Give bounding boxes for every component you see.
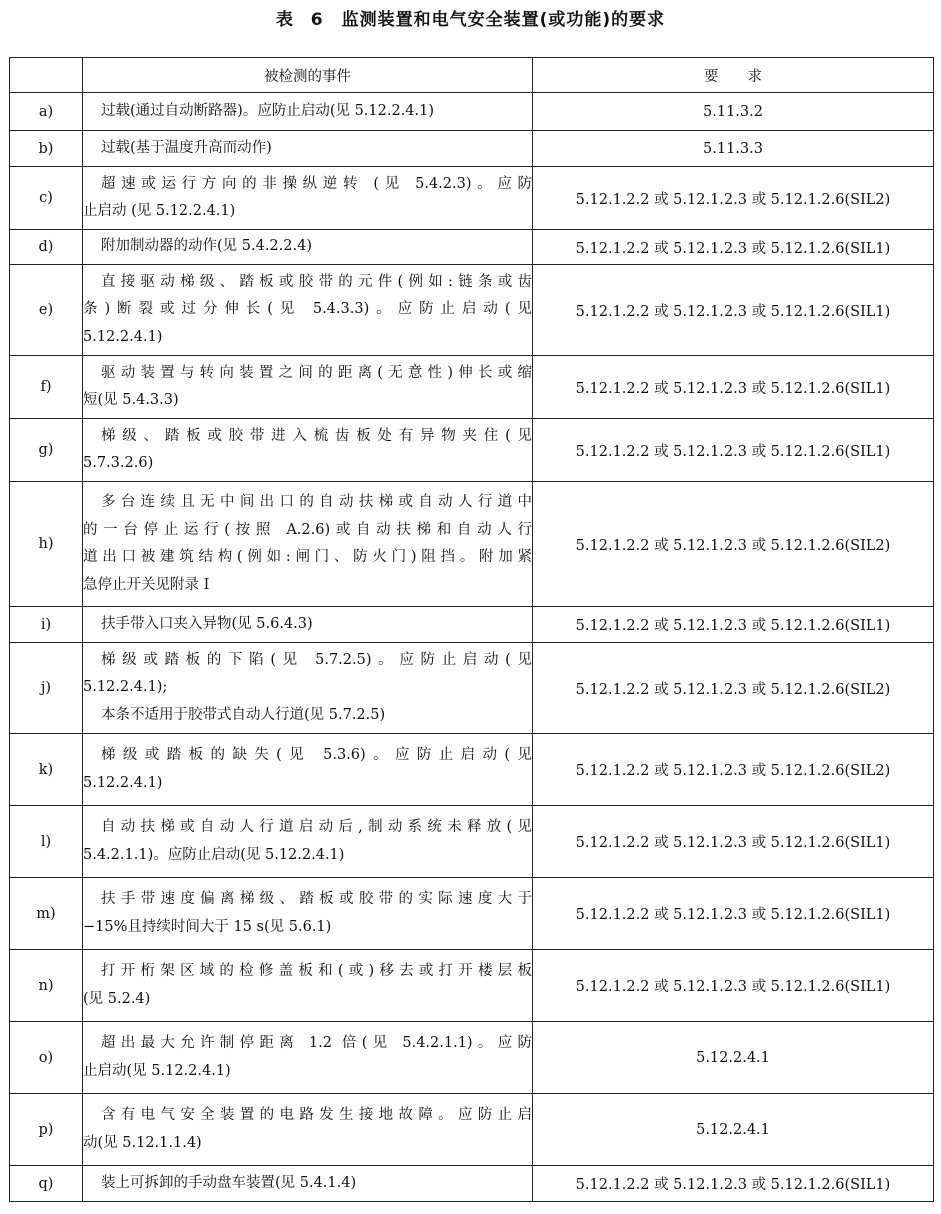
row-requirement: 5.12.1.2.2 或 5.12.1.2.3 或 5.12.1.2.6(SIL1) bbox=[533, 265, 934, 356]
row-requirement: 5.12.1.2.2 或 5.12.1.2.3 或 5.12.1.2.6(SIL1) bbox=[533, 230, 934, 265]
table-row bbox=[10, 419, 934, 482]
row-event bbox=[83, 878, 533, 950]
row-event bbox=[83, 1094, 533, 1166]
row-event bbox=[83, 265, 533, 356]
row-id: n) bbox=[10, 950, 83, 1022]
table-row bbox=[10, 878, 934, 950]
header-id-cell bbox=[10, 58, 83, 93]
table-body bbox=[10, 93, 934, 1202]
row-event bbox=[83, 356, 533, 419]
row-requirement: 5.12.1.2.2 或 5.12.1.2.3 或 5.12.1.2.6(SIL2) bbox=[533, 482, 934, 607]
event-text-line: 5.12.2.4.1); bbox=[83, 679, 168, 696]
row-requirement: 5.11.3.3 bbox=[533, 131, 934, 167]
event-text-line: 动(见 5.12.1.1.4) bbox=[83, 1134, 202, 1151]
row-id: q) bbox=[10, 1166, 83, 1202]
event-text-line: 附加制动器的动作(见 5.4.2.2.4) bbox=[101, 238, 312, 255]
event-text-line: 5.12.2.4.1) bbox=[83, 774, 163, 791]
row-id: i) bbox=[10, 607, 83, 643]
header-event: 被检测的事件 bbox=[83, 58, 533, 93]
row-id: a) bbox=[10, 93, 83, 131]
table-row bbox=[10, 1094, 934, 1166]
row-id: h) bbox=[10, 482, 83, 607]
event-text-line: 短(见 5.4.3.3) bbox=[83, 392, 179, 408]
table-row bbox=[10, 643, 934, 734]
row-event bbox=[83, 131, 533, 167]
event-text-line: 本条不适用于胶带式自动人行道(见 5.7.2.5) bbox=[101, 706, 386, 723]
row-requirement: 5.12.1.2.2 或 5.12.1.2.3 或 5.12.1.2.6(SIL2) bbox=[533, 167, 934, 230]
table-row bbox=[10, 806, 934, 878]
event-text-line: 驱动装置与转向装置之间的距离(无意性)伸长或缩 bbox=[101, 364, 532, 381]
table-row bbox=[10, 482, 934, 607]
event-text-line: 扶手带入口夹入异物(见 5.6.4.3) bbox=[101, 615, 313, 632]
event-text-line: 止启动(见 5.12.2.4.1) bbox=[83, 1062, 231, 1079]
event-text-line: 过载(基于温度升高而动作) bbox=[101, 139, 272, 156]
event-text-line: 5.12.2.4.1) bbox=[83, 328, 163, 345]
table-header-row bbox=[10, 58, 934, 93]
table-row bbox=[10, 950, 934, 1022]
row-id: e) bbox=[10, 265, 83, 356]
row-event bbox=[83, 1166, 533, 1202]
row-requirement: 5.12.1.2.2 或 5.12.1.2.3 或 5.12.1.2.6(SIL1) bbox=[533, 419, 934, 482]
event-text-line: (见 5.2.4) bbox=[83, 990, 151, 1007]
row-event bbox=[83, 806, 533, 878]
row-requirement: 5.12.1.2.2 或 5.12.1.2.3 或 5.12.1.2.6(SIL1) bbox=[533, 356, 934, 419]
event-text-line: 条)断裂或过分伸长(见 5.4.3.3)。应防止启动(见 bbox=[83, 301, 532, 318]
table-row bbox=[10, 1166, 934, 1202]
event-text-line: 过载(通过自动断路器)。应防止启动(见 5.12.2.4.1) bbox=[101, 102, 435, 119]
row-id: c) bbox=[10, 167, 83, 230]
table-title: 表 6 监测装置和电气安全装置(或功能)的要求 bbox=[275, 10, 666, 30]
row-requirement: 5.12.1.2.2 或 5.12.1.2.3 或 5.12.1.2.6(SIL1) bbox=[533, 1166, 934, 1202]
row-requirement: 5.12.1.2.2 或 5.12.1.2.3 或 5.12.1.2.6(SIL2) bbox=[533, 734, 934, 806]
row-requirement: 5.12.1.2.2 或 5.12.1.2.3 或 5.12.1.2.6(SIL1) bbox=[533, 806, 934, 878]
event-text-line: 装上可拆卸的手动盘车装置(见 5.4.1.4) bbox=[101, 1174, 357, 1191]
row-id: o) bbox=[10, 1022, 83, 1094]
row-requirement: 5.12.1.2.2 或 5.12.1.2.3 或 5.12.1.2.6(SIL1) bbox=[533, 950, 934, 1022]
row-requirement: 5.12.2.4.1 bbox=[533, 1094, 934, 1166]
event-text-line: −15%且持续时间大于 15 s(见 5.6.1) bbox=[83, 918, 332, 935]
row-id: j) bbox=[10, 643, 83, 734]
row-event bbox=[83, 93, 533, 131]
event-text-line: 多台连续且无中间出口的自动扶梯或自动人行道中 bbox=[101, 494, 532, 510]
event-text-line: 梯级或踏板的缺失(见 5.3.6)。应防止启动(见 bbox=[101, 747, 532, 763]
event-text-line: 梯级、踏板或胶带进入梳齿板处有异物夹住(见 bbox=[101, 427, 532, 444]
row-requirement: 5.12.1.2.2 或 5.12.1.2.3 或 5.12.1.2.6(SIL1) bbox=[533, 878, 934, 950]
event-text-line: 含有电气安全装置的电路发生接地故障。应防止启 bbox=[101, 1107, 532, 1123]
table-row bbox=[10, 131, 934, 167]
table-row bbox=[10, 607, 934, 643]
row-id: f) bbox=[10, 356, 83, 419]
row-requirement: 5.12.1.2.2 或 5.12.1.2.3 或 5.12.1.2.6(SIL2) bbox=[533, 643, 934, 734]
row-event bbox=[83, 734, 533, 806]
row-event bbox=[83, 643, 533, 734]
row-event bbox=[83, 1022, 533, 1094]
table-row bbox=[10, 93, 934, 131]
row-id: m) bbox=[10, 878, 83, 950]
row-event bbox=[83, 482, 533, 607]
row-event bbox=[83, 950, 533, 1022]
row-event bbox=[83, 167, 533, 230]
event-text-line: 道出口被建筑结构(例如:闸门、防火门)阻挡。附加紧 bbox=[83, 549, 532, 565]
event-text-line: 超出最大允许制停距离 1.2 倍(见 5.4.2.1.1)。应防 bbox=[101, 1035, 532, 1051]
table-row bbox=[10, 230, 934, 265]
event-text-line: 直接驱动梯级、踏板或胶带的元件(例如:链条或齿 bbox=[101, 273, 532, 290]
table-row bbox=[10, 1022, 934, 1094]
row-event bbox=[83, 419, 533, 482]
event-text-line: 超速或运行方向的非操纵逆转 (见 5.4.2.3)。应防 bbox=[101, 175, 532, 192]
table-row bbox=[10, 265, 934, 356]
row-id: g) bbox=[10, 419, 83, 482]
table-row bbox=[10, 167, 934, 230]
row-id: p) bbox=[10, 1094, 83, 1166]
event-text-line: 止启动 (见 5.12.2.4.1) bbox=[83, 203, 236, 219]
event-text-line: 5.4.2.1.1)。应防止启动(见 5.12.2.4.1) bbox=[83, 846, 345, 863]
event-text-line: 5.7.3.2.6) bbox=[83, 455, 154, 471]
requirements-table bbox=[9, 57, 934, 1202]
row-id: k) bbox=[10, 734, 83, 806]
event-text-line: 梯级或踏板的下陷(见 5.7.2.5)。应防止启动(见 bbox=[101, 651, 532, 668]
event-text-line: 打开桁架区域的检修盖板和(或)移去或打开楼层板 bbox=[101, 963, 532, 979]
row-event bbox=[83, 607, 533, 643]
table-row bbox=[10, 356, 934, 419]
event-text-line: 的一台停止运行(按照 A.2.6)或自动扶梯和自动人行 bbox=[83, 521, 532, 538]
row-id: l) bbox=[10, 806, 83, 878]
event-text-line: 急停止开关见附录 I bbox=[83, 576, 210, 593]
table-row bbox=[10, 734, 934, 806]
row-requirement: 5.12.1.2.2 或 5.12.1.2.3 或 5.12.1.2.6(SIL1) bbox=[533, 607, 934, 643]
event-text-line: 自动扶梯或自动人行道启动后,制动系统未释放(见 bbox=[101, 819, 532, 835]
header-requirement: 要 求 bbox=[533, 58, 934, 93]
event-text-line: 扶手带速度偏离梯级、踏板或胶带的实际速度大于 bbox=[101, 891, 532, 907]
row-id: d) bbox=[10, 230, 83, 265]
row-requirement: 5.11.3.2 bbox=[533, 93, 934, 131]
row-requirement: 5.12.2.4.1 bbox=[533, 1022, 934, 1094]
row-id: b) bbox=[10, 131, 83, 167]
row-event bbox=[83, 230, 533, 265]
